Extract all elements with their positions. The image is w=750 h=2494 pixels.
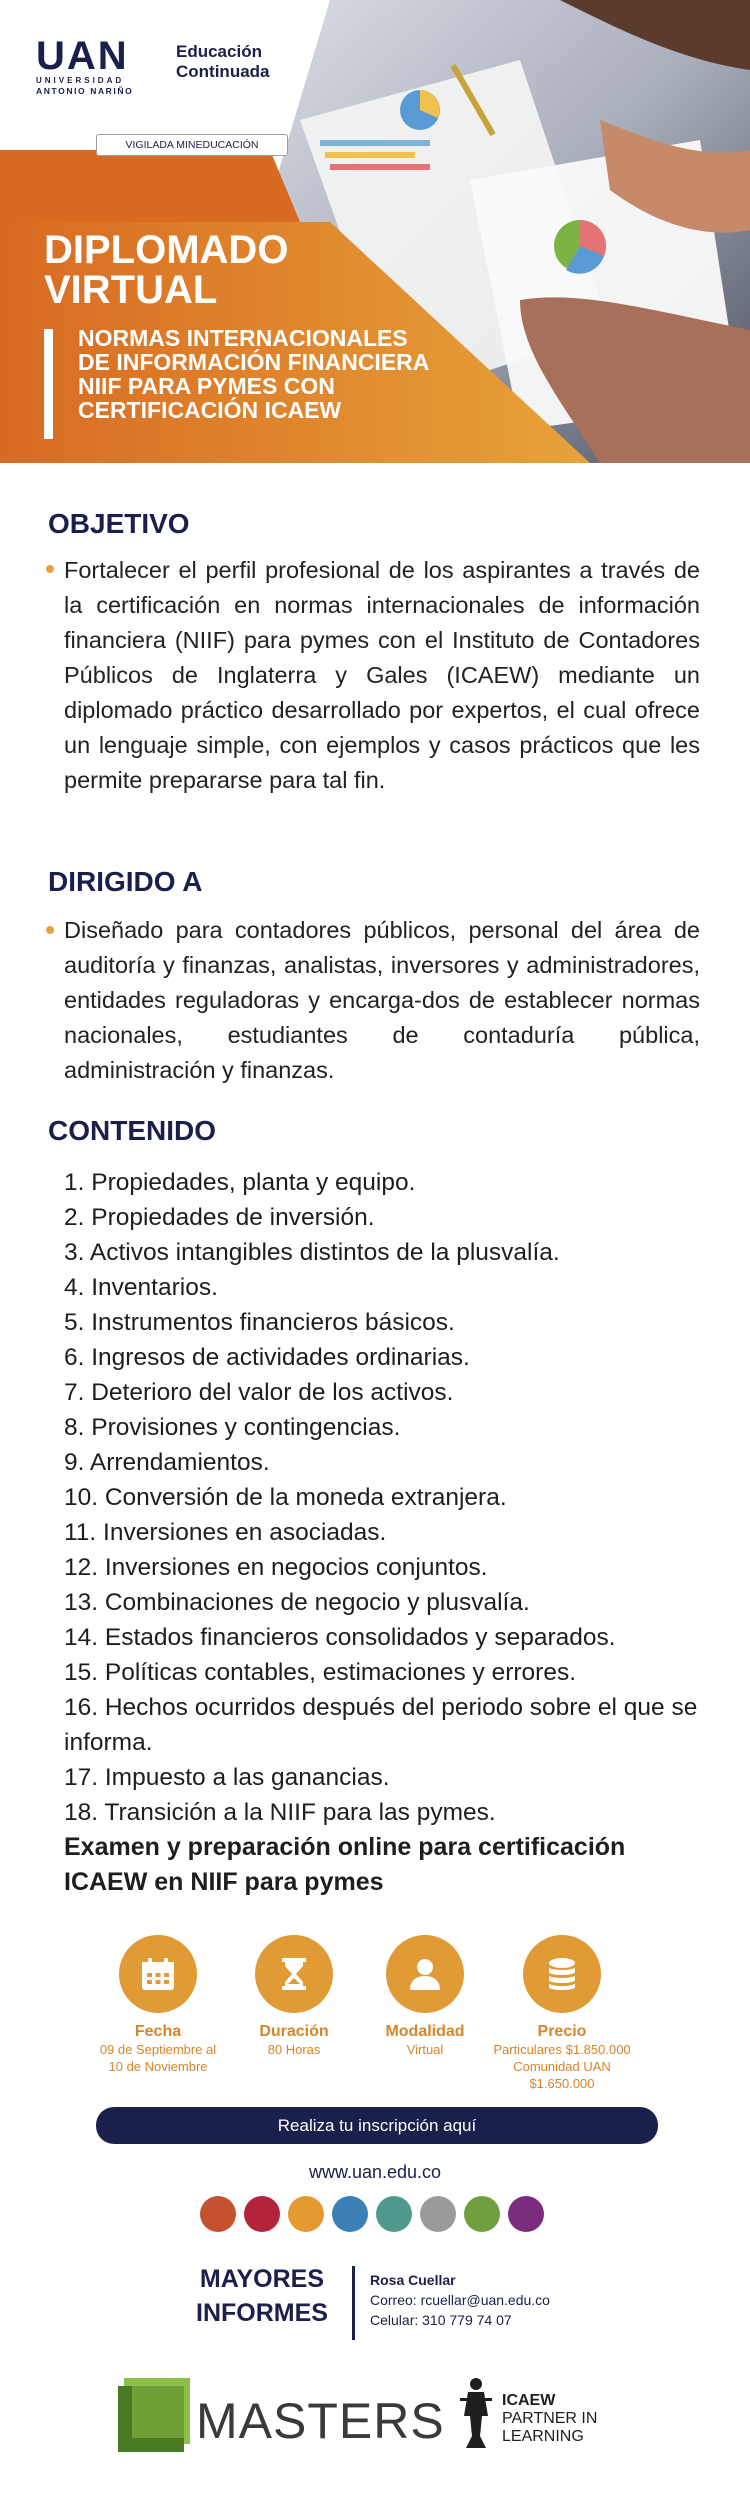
objetivo-heading: OBJETIVO — [48, 508, 190, 539]
subtitle-line: CERTIFICACIÓN ICAEW — [78, 397, 342, 423]
precio-line1: Particulares $1.850.000 — [493, 2042, 631, 2057]
list-item: 7. Deterioro del valor de los activos. — [64, 1379, 454, 1406]
dirigido-text: Diseñado para contadores públicos, personal del área de auditoría y finanzas, analistas, inversores y administradores, entidades reguladoras y encarga-dos de establecer normas nacionales, estudiantes de contaduría pública, administración y finanzas. — [64, 917, 700, 1083]
color-dot — [508, 2196, 544, 2232]
list-item: 14. Estados financieros consolidados y separados. — [64, 1624, 616, 1651]
precio-line2: Comunidad UAN $1.650.000 — [513, 2059, 611, 2091]
contact-name: Rosa Cuellar — [370, 2272, 456, 2288]
icaew-figure-icon — [458, 2376, 494, 2452]
contact-email[interactable]: Correo: rcuellar@uan.edu.co — [370, 2292, 550, 2308]
color-dot — [200, 2196, 236, 2232]
list-item: 4. Inventarios. — [64, 1274, 218, 1301]
contenido-heading: CONTENIDO — [48, 1115, 216, 1146]
exam-note: Examen y preparación online para certificación ICAEW en NIIF para pymes — [64, 1833, 626, 1896]
subtitle-line: DE INFORMACIÓN FINANCIERA — [78, 349, 430, 375]
list-item: 5. Instrumentos financieros básicos. — [64, 1309, 455, 1336]
fecha-line2: 10 de Noviembre — [108, 2059, 208, 2074]
logo-uan-text: UAN — [36, 34, 129, 78]
masters-text: MASTERS — [196, 2393, 445, 2449]
list-item: 11. Inversiones en asociadas. — [64, 1519, 387, 1546]
list-item: 8. Provisiones y contingencias. — [64, 1414, 401, 1441]
partner-line2: LEARNING — [502, 2428, 584, 2445]
masters-logo — [118, 2378, 445, 2458]
page-title — [44, 230, 288, 310]
list-item: 18. Transición a la NIIF para las pymes. — [64, 1799, 496, 1826]
list-item: 13. Combinaciones de negocio y plusvalía. — [64, 1589, 530, 1616]
fecha-line1: 09 de Septiembre al — [99, 2042, 217, 2057]
list-item: 3. Activos intangibles distintos de la plusvalía. — [64, 1239, 560, 1266]
list-item: 15. Políticas contables, estimaciones y errores. — [64, 1659, 577, 1686]
title-line-2: VIRTUAL — [44, 268, 218, 312]
color-dot — [332, 2196, 368, 2232]
calendar-icon — [119, 1935, 197, 2013]
logo-educacion-continuada — [176, 42, 270, 82]
logo-educacion: Educación — [176, 42, 262, 61]
duracion-title: Duración — [259, 2023, 329, 2040]
color-dots — [200, 2196, 550, 2232]
title-accent-bar — [44, 329, 53, 439]
color-dot — [420, 2196, 456, 2232]
contenido-list — [64, 1165, 714, 1830]
logo-continuada: Continuada — [176, 62, 270, 81]
fecha-title: Fecha — [134, 2023, 182, 2040]
list-item: 2. Propiedades de inversión. — [64, 1204, 375, 1231]
modalidad-title: Modalidad — [385, 2023, 465, 2040]
dirigido-heading: DIRIGIDO A — [48, 866, 203, 897]
color-dot — [376, 2196, 412, 2232]
duracion-line1: 80 Horas — [267, 2042, 321, 2057]
partner-line1: PARTNER IN — [502, 2410, 598, 2427]
logo-antonio-narino-text: ANTONIO NARIÑO — [36, 86, 134, 96]
program-subtitle — [78, 326, 429, 422]
objetivo-text: Fortalecer el perfil profesional de los aspirantes a través de la certificación en normas internacionales de información financiera (NIIF) para pymes con el Instituto de Contadores Públicos de Inglaterra y Gales (ICAEW) mediante un diplomado práctico desarrollado por expertos, el cual ofrece un lenguaje simple, con ejemplos y casos prácticos que les permite prepararse para tal fin. — [64, 557, 700, 793]
mi-line2: INFORMES — [196, 2299, 328, 2327]
mayores-informes-heading — [196, 2262, 328, 2330]
vigilada-badge: VIGILADA MINEDUCACIÓN — [96, 134, 288, 156]
uan-logo[interactable] — [36, 34, 296, 151]
color-dot — [244, 2196, 280, 2232]
hourglass-icon — [255, 1935, 333, 2013]
mi-line1: MAYORES — [199, 2265, 325, 2293]
subtitle-line: NORMAS INTERNACIONALES — [78, 325, 408, 351]
info-modalidad — [345, 1935, 505, 2058]
list-item: 1. Propiedades, planta y equipo. — [64, 1169, 416, 1196]
logo-universidad-text: UNIVERSIDAD — [36, 76, 125, 85]
list-item: 17. Impuesto a las ganancias. — [64, 1764, 390, 1791]
header-banner — [0, 0, 750, 463]
website-link[interactable]: www.uan.edu.co — [308, 2162, 442, 2182]
divider — [352, 2266, 355, 2340]
color-dot — [464, 2196, 500, 2232]
bullet-icon — [46, 565, 54, 573]
contact-phone[interactable]: Celular: 310 779 74 07 — [370, 2312, 512, 2328]
modalidad-line1: Virtual — [406, 2042, 444, 2057]
color-dot — [288, 2196, 324, 2232]
user-icon — [386, 1935, 464, 2013]
info-precio — [482, 1935, 642, 2092]
list-item: 9. Arrendamientos. — [64, 1449, 270, 1476]
coins-icon — [523, 1935, 601, 2013]
list-item: 16. Hechos ocurridos después del periodo sobre el que se informa. — [64, 1694, 698, 1756]
list-item: 6. Ingresos de actividades ordinarias. — [64, 1344, 470, 1371]
bullet-icon — [46, 926, 54, 934]
masters-mark-icon — [118, 2378, 190, 2452]
precio-title: Precio — [537, 2023, 587, 2040]
icaew-logo — [458, 2376, 638, 2456]
icaew-name: ICAEW — [502, 2392, 556, 2409]
title-block — [0, 222, 750, 463]
register-button[interactable]: Realiza tu inscripción aquí — [96, 2107, 658, 2144]
icaew-text — [502, 2392, 597, 2446]
list-item: 10. Conversión de la moneda extranjera. — [64, 1484, 507, 1511]
list-item: 12. Inversiones en negocios conjuntos. — [64, 1554, 488, 1581]
subtitle-line: NIIF PARA PYMES CON — [78, 373, 335, 399]
contact-info — [370, 2270, 550, 2330]
title-line-1: DIPLOMADO — [44, 228, 289, 272]
